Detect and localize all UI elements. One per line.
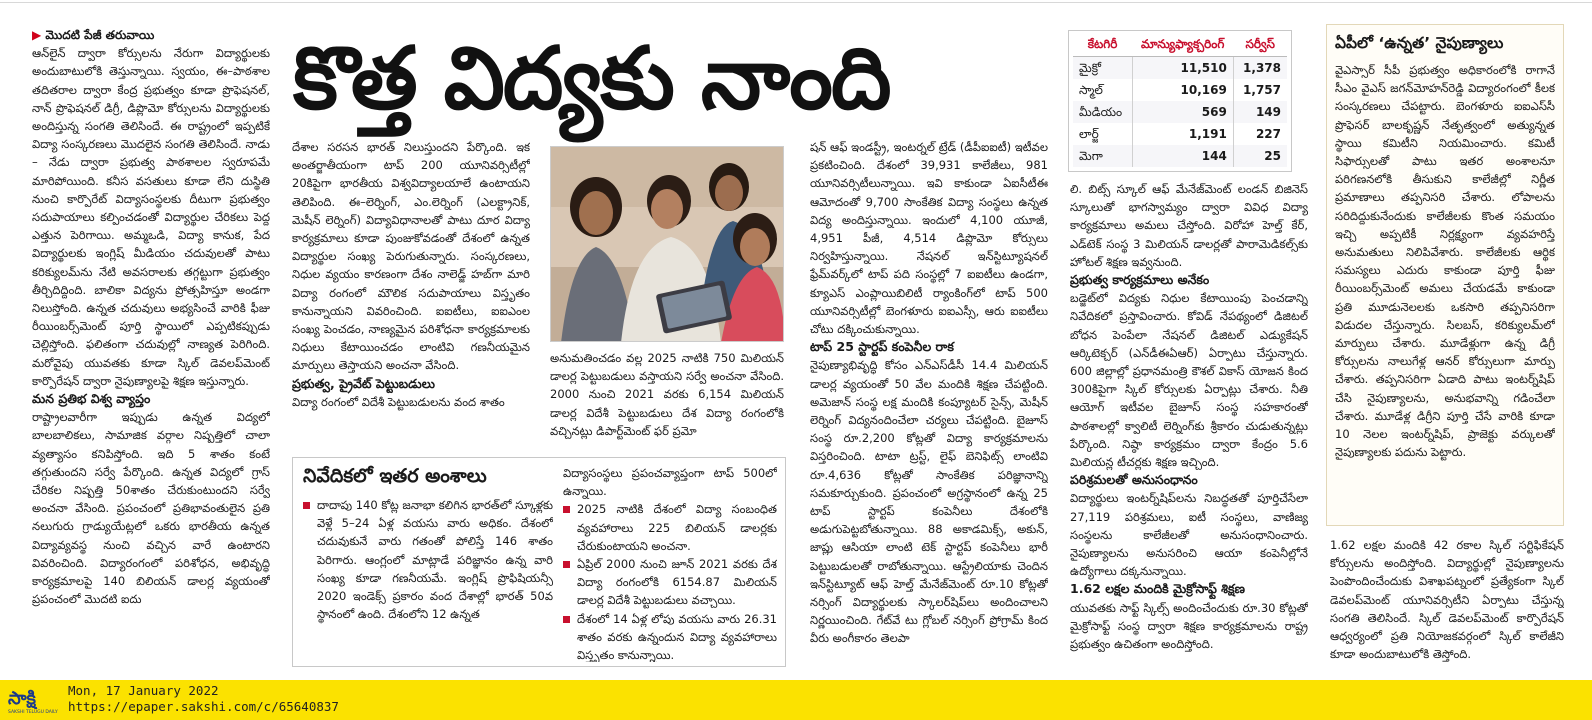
- ap-skills-text: [1335, 61, 1555, 519]
- value-cell: 1,757: [1243, 83, 1281, 97]
- footer-bar: [0, 680, 1592, 720]
- paragraph: బడ్జెట్‌లో విద్యకు నిధుల కేటాయింపు పెంచడాన్ని నివేదికలో ప్రస్తావించారు. కోవిడ్‌ నేపథ్యంలో డిజిటల్‌ బోధన పెంపేలా నేషనల్‌ డిజిటల్‌ ఎడ్యుకేషన్‌ ఆర్కిటెక్చర్‌ (ఎన్‌డీఈఏఆర్‌) ఏర్పాటు చేస్తున్నారు. 600 జిల్లాల్లో ప్రధానమంత్రి కౌశల్‌ వికాస్‌ యోజన కింద 300కిపైగా స్కిల్‌ కోర్సులకు ఏర్పాట్లు చేశారు. నీతి ఆయోగ్‌ ఇటీవల బైజూస్‌ సంస్థ సహకారంతో పాఠశాలల్లో క్వాలిటీ లెర్నింగ్‌కు శ్రీకారం చుడుతున్నట్లు పేర్కొంది. నిష్ఠా కార్యక్రమం ద్వారా కేంద్రం 5.6 మిలియన్ల టీచర్లకు శిక్షణ ఇచ్చింది.: [1070, 291, 1308, 470]
- category-cell: స్మాల్: [1073, 79, 1132, 101]
- subheading: ప్రభుత్వ కార్యక్రమాలు అనేకం: [1070, 272, 1210, 288]
- paragraph: ఆన్‌లైన్‌ ద్వారా కోర్సులను నేరుగా విద్యార్థులకు అందుబాటులోకి తెస్తున్నాయి. స్వయం, ఈ–పాఠశాల తదితరాల ద్వారా కేంద్ర ప్రభుత్వం కూడా ప్రొఫెషనల్, నాన్‌ ప్రొఫెషనల్‌ డిగ్రీ, డిప్లొమో కోర్సులను విద్యార్థులకు అందిస్తున్న సంగతి తెలిసిందే. ఈ రాష్ట్రంలో ఇప్పటికే విద్యా సంస్కరణలు మొదలైన సంగతి తెలిసిందే. నాడు – నేడు ద్వారా ప్రభుత్వ పాఠశాలల స్వరూపమే మారిపోయింది. కనీస వసతులు కూడా లేని దుస్థితి నుంచి కార్పొరేట్‌ విద్యాసంస్థలకు దీటుగా ప్రభుత్వం సదుపాయాలు కల్పించడంతో విద్యార్థుల చేరికలు పెద్ద ఎత్తున పెరిగాయి. అమ్మఒడి, విద్యా కానుక, పేద విద్యార్థులకు ఇంగ్లిష్‌ మీడియం చదువులతో పాటు కరిక్యులమ్‌ను నేటి అవసరాలకు తగ్గట్టుగా ప్రభుత్వం తీర్చిదిద్దింది. బాలికా విద్యను ప్రోత్సహిస్తూ అండగా నిలుస్తోంది. ఉన్నత చదువులు అభ్యసించే వారికి ఫీజు రీయింబర్స్‌మెంట్‌ పూర్తి స్థాయిలో ఎప్పటికప్పుడు చెల్లిస్తోంది. ఫలితంగా చదువుల్లో నాణ్యత పెరిగింది. మరోవైపు యువతకు కూడా స్కిల్‌ డెవలప్‌మెంట్‌ కార్పొరేషన్‌ ద్వారా నైపుణ్యాలపై శిక్షణ ఇస్తున్నారు.: [32, 46, 270, 388]
- continued-kicker: [32, 26, 270, 44]
- table-row: [1073, 145, 1287, 167]
- article-column-5: [1070, 180, 1308, 672]
- subheading: పరిశ్రమలతో అనుసంధానం: [1070, 472, 1198, 488]
- value-cell: 227: [1255, 127, 1281, 141]
- stats-header-manufacturing: మాన్యుఫ్యాక్చరింగ్: [1132, 35, 1233, 57]
- report-highlights-box: [292, 457, 786, 667]
- table-row: [1073, 101, 1287, 123]
- students-photo: [550, 146, 784, 342]
- report-box-title: నివేదికలో ఇతర అంశాలు: [303, 465, 487, 487]
- report-bullet: 2025 నాటికి దేశంలో విద్యా సంబంధిత వ్యవహారాలు 225 బిలియన్‌ డాలర్లకు చేరుకుంటాయని అంచనా.: [563, 500, 777, 555]
- paragraph: అనుమతించడం వల్ల 2025 నాటికి 750 మిలియన్‌ డాలర్ల పెట్టుబడులు వస్తాయని సర్వే అంచనా వేసింది. 2000 నుంచి 2021 వరకు 6,154 మిలియన్‌ డాలర్ల విదేశీ పెట్టుబడులు దేశ విద్యా రంగంలోకి వచ్చినట్లు డిపార్ట్‌మెంట్‌ ఫర్‌ ప్రమో: [550, 351, 784, 438]
- stats-header-service: సర్వీస్: [1233, 35, 1287, 57]
- value-cell: 11,510: [1132, 57, 1233, 80]
- report-box-left: [303, 464, 553, 662]
- table-row: [1073, 57, 1287, 80]
- article-column-6-bottom: [1330, 536, 1564, 672]
- report-bullet: దాదాపు 140 కోట్ల జనాభా కలిగిన భారత్‌లో స్కూళ్లకు వెళ్లే 5–24 ఏళ్ల వయసు వారు అధికం. దేశంలో చదువుకునే వారు గతంతో పోలిస్తే 146 శాతం పెరిగారు. ఆంగ్లంలో మాట్లాడే పరిజ్ఞానం ఉన్న వారి సంఖ్య కూడా గణనీయమే. ఇంగ్లిష్‌ ప్రొఫిషియన్సీ 2020 ఇండెక్స్‌ ప్రకారం వంద దేశాల్లో భారత్‌ 50వ స్థానంలో ఉంది. దేశంలోని 12 ఉన్నత: [303, 496, 553, 623]
- paragraph: వైఎస్సార్‌ సీపీ ప్రభుత్వం అధికారంలోకి రాగానే సీఎం వైఎస్‌ జగన్‌మోహన్‌రెడ్డి విద్యారంగంలో కీలక సంస్కరణలు చేపట్టారు. బెంగళూరు ఐఐఎస్‌సీ ప్రొఫెసర్‌ బాలకృష్ణన్‌ నేతృత్వంలో అత్యున్నత స్థాయి కమిటీని నియమించారు. కమిటీ సిఫార్సులతో పాటు ఇతర అంశాలనూ పరిగణనలోకి తీసుకుని కాలేజీల్లో నిర్ణీత ప్రమాణాలు తప్పనిసరి చేశారు. లోపాలను సరిదిద్దుకునేందుకు కాలేజీలకు కొంత సమయం ఇచ్చి అప్పటికీ నిర్లక్ష్యంగా వ్యవహరిస్తే అనుమతులు నిలిపివేశారు. కాలేజీలకు ఆర్థిక సమస్యలు ఎదురు కాకుండా పూర్తి ఫీజు రీయింబర్స్‌మెంట్‌ అమలు చేయడమే కాకుండా ప్రతి మూడునెలలకు ఒకసారి తప్పనిసరిగా విడుదల చేస్తున్నారు. సిలబస్, కరిక్యులమ్‌లో మార్పులు చేశారు. మూడేళ్లుగా ఉన్న డిగ్రీ కోర్సులను నాలుగేళ్ల ఆనర్‌ కోర్సులుగా మార్పు చేశారు. తప్పనిసరిగా ఏడాది పాటు ఇంటర్న్‌షిప్‌ చేసి నైపుణ్యాలను, అనుభవాన్ని గడించేలా చేశారు. మూడేళ్ల డిగ్రీని పూర్తి చేసే వారికి కూడా 10 నెలల ఇంటర్న్‌షిప్, ప్రాజెక్టు వర్కులతో నైపుణ్యాలకు పదును పెట్టారు.: [1335, 63, 1555, 460]
- paragraph: షన్‌ ఆఫ్‌ ఇండస్ట్రీ, ఇంటర్నల్‌ ట్రేడ్‌ (డీపీఐఐటీ) ఇటీవల ప్రకటించింది. దేశంలో 39,931 కాలేజీలు, 981 యూనివర్సిటీలున్నాయి. ఇవి కాకుండా ఏఐసీటీఈ ఆమోదంతో 9,700 సాంకేతిక విద్యా సంస్థలు ఉన్నత విద్య అందిస్తున్నాయి. ఇందులో 4,100 యూజీ, 4,951 పీజీ, 4,514 డిప్లొమో కోర్సులు నిర్వహిస్తున్నాయి. నేషనల్‌ ఇన్‌స్టిట్యూషనల్‌ ఫ్రేమ్‌వర్క్‌లో టాప్‌ పది సంస్థల్లో 7 ఐఐటీలు ఉండగా, క్యూఎస్‌ ఎంప్లాయిబిలిటీ ర్యాంకింగ్‌లో టాప్‌ 500 యూనివర్సిటీల్లో బెంగళూరు ఐఐఎస్సీ, ఆరు ఐఐటీలు చోటు దక్కించుకున్నాయి.: [810, 140, 1048, 337]
- value-cell: 149: [1233, 101, 1287, 123]
- report-bullets-left: [303, 496, 553, 623]
- top-rule: [0, 2, 1592, 3]
- report-bullet: దేశంలో 14 ఏళ్ల లోపు వయసు వారు 26.31 శాతం వరకు ఉన్నందున విద్యా వ్యవహారాలు విస్తృతం కానున్నాయి.: [563, 610, 777, 662]
- paragraph: 1.62 లక్షల మందికి 42 రకాల స్కిల్‌ సర్టిఫికేషన్‌ కోర్సులను అందిస్తోంది. విద్యార్థుల్లో నైపుణ్యాలను పెంపొందించేందుకు విశాఖపట్నంలో ప్రత్యేకంగా స్కిల్‌ డెవలప్‌మెంట్‌ యూనివర్సిటీని ఏర్పాటు చేస్తున్న సంగతి తెలిసిందే. స్కిల్‌ డెవలప్‌మెంట్‌ కార్పొరేషన్‌ ఆధ్వర్యంలో ప్రతి నియోజకవర్గంలో స్కిల్‌ కాలేజీని కూడా అందుబాటులోకి తెస్తోంది.: [1330, 538, 1564, 662]
- epaper-link[interactable]: https://epaper.sakshi.com/c/65640837: [68, 699, 339, 714]
- paragraph: లి. బిట్స్‌ స్కూల్‌ ఆఫ్‌ మేనేజ్‌మెంట్‌ లండన్‌ బిజినెస్‌ స్కూలుతో భాగస్వామ్యం ద్వారా వివిధ విద్యా కార్యక్రమాలు అమలు చేస్తోంది. విరోహా హెల్త్‌ కేర్‌, ఎడ్‌టెక్‌ సంస్థ 3 మిలియన్‌ డాలర్లతో పారామెడికల్స్‌కు హోటల్‌ శిక్షణ ఇవ్వనుంది.: [1070, 182, 1308, 269]
- subheading: ప్రభుత్వ, ప్రైవేట్‌ పెట్టుబడులు: [292, 375, 435, 391]
- table-row: [1073, 123, 1287, 145]
- article-column-2: [292, 138, 530, 440]
- subheading: టాప్‌ 25 స్టార్టప్‌ కంపెనీల రాక: [810, 339, 954, 355]
- msme-stats-table: [1073, 35, 1287, 167]
- category-cell: మీడియం: [1073, 101, 1132, 123]
- stats-header-row: [1073, 35, 1287, 57]
- report-bullets-right: [563, 500, 777, 662]
- paragraph: రాష్ట్రాలవారీగా ఇప్పుడు ఉన్నత విద్యలో బాలబాలికలు, సామాజిక వర్గాల నిష్పత్తిలో చాలా వ్యత్యాసం కనిపిస్తోంది. ఇది 5 శాతం కంటే తగ్గుతుందని సర్వే పేర్కొంది. ఉన్నత విద్యలో గ్రాస్‌ చేరికల నిష్పత్తి 50శాతం చేరుకుంటుందని సర్వే అంచనా వేసింది. ప్రపంచంలో ప్రతిభావంతులైన ప్రతి నలుగురు గ్రాడ్యుయేట్లలో ఒకరు భారతీయ ఉన్నత విద్యావ్యవస్థ నుంచి వచ్చిన వారే ఉంటారని వివరించింది. విద్యారంగంలో పరిశోధన, అభివృద్ధి కార్యక్రమాలపై 140 బిలియన్‌ డాలర్ల వ్యయంతో ప్రపంచంలో మొదటి ఐదు: [32, 410, 270, 607]
- report-bullet: ఏప్రిల్‌ 2000 నుంచి జూన్‌ 2021 వరకు దేశ విద్యా రంగంలోకి 6154.87 మిలియన్‌ డాలర్ల విదేశీ పెట్టుబడులు వచ్చాయి.: [563, 555, 777, 610]
- category-cell: మైక్రో: [1073, 57, 1132, 80]
- paragraph: యువతకు సాఫ్ట్‌ స్కిల్స్‌ అందించేందుకు రూ.30 కోట్లతో మైక్రోసాఫ్ట్‌ సంస్థ ద్వారా శిక్షణ కార్యక్రమాలను రాష్ట్ర ప్రభుత్వం ఉచితంగా అందిస్తోంది.: [1070, 600, 1308, 652]
- paragraph: దేశాల సరసన భారత్‌ నిలుస్తుందని పేర్కొంది. ఇక అంతర్జాతీయంగా టాప్‌ 200 యూనివర్సిటీల్లో 20కిపైగా భారతీయ విశ్వవిద్యాలయాలే ఉంటాయని తెలిపింది. ఈ–లెర్నింగ్, ఎం.లెర్నింగ్‌ (ఎలక్ట్రానిక్, మెషీన్‌ లెర్నింగ్‌) విద్యావిధానాలతో పాటు దూర విద్యా కార్యక్రమాలు కూడా పుంజుకోవడంతో దేశంలో ఉన్నత విద్యార్థుల సంఖ్య పెరుగుతున్నారు. సంస్కరణలు, నిధుల వ్యయం కారణంగా దేశం నాలెడ్జ్‌ హబ్‌గా మారి విద్యా రంగంలో మౌలిక సదుపాయాలు విస్తృతం కానున్నాయని వివరించింది. ఐఐటీలు, ఐఐఎంల సంఖ్య పెంచడం, నాణ్యమైన పరిశోధనా కార్యక్రమాలకు నిధులు కేటాయించడం లాంటివి గణనీయమైన మార్పులు తెస్తాయని అంచనా వేసింది.: [292, 140, 530, 373]
- report-box-right: [563, 464, 777, 662]
- triangle-icon: ▶: [32, 28, 42, 42]
- subheading: 1.62 లక్షల మందికి మైక్రోసాఫ్ట్‌ శిక్షణ: [1070, 581, 1245, 597]
- subheading: మన ప్రతిభ విశ్వ వ్యాప్తం: [32, 391, 151, 407]
- value-cell: 144: [1132, 145, 1233, 167]
- article-column-4: [810, 138, 1048, 672]
- edition-date: Mon, 17 January 2022: [68, 683, 219, 698]
- table-row: [1073, 79, 1287, 101]
- category-cell: లార్జ్: [1073, 123, 1132, 145]
- value-cell: 1,378: [1233, 57, 1287, 80]
- kicker-text: మొదటి పేజీ తరువాయి: [45, 28, 155, 42]
- page-headline: కొత్త విద్యకు నాంది: [293, 29, 890, 129]
- value-cell: 569: [1132, 101, 1233, 123]
- stats-header-category: కేటగిరీ: [1073, 35, 1132, 57]
- value-cell: 25: [1233, 145, 1287, 167]
- value-cell: 1,191: [1132, 123, 1233, 145]
- paragraph: నైపుణ్యాభివృద్ధి కోసం ఎన్‌ఎస్‌డీసీ 14.4 మిలియన్‌ డాలర్ల వ్యయంతో 50 వేల మందికి శిక్షణ చేపట్టింది. అమెజాన్‌ సంస్థ లక్ష మందికి కంప్యూటర్‌ సైన్స్, మెషీన్‌ లెర్నింగ్‌ విద్యనందించేలా చర్యలు చేపట్టింది. బైజూస్‌ సంస్థ రూ.2,200 కోట్లతో విద్యా కార్యక్రమాలను విస్తరించింది. టాటా ట్రస్ట్‌, లైఫ్‌ బెనిఫిట్స్‌ లాంటివి రూ.4,636 కోట్లతో సాంకేతిక పరిజ్ఞానాన్ని సమకూర్చుకుంది. ప్రపంచంలో అగ్రస్థానంలో ఉన్న 25 టాప్‌ స్టార్టప్‌ కంపెనీలు దేశంలోకి అడుగుపెట్టబోతున్నాయి. 88 అకాడమిక్స్, అకున్, జాప్లు ఆసియా లాంటి టెక్‌ స్టార్టప్‌ కంపెనీలు భారీ పెట్టుబడులతో రాబోతున్నాయి. ఆస్ట్రేలియాకు చెందిన ఇన్‌స్టిట్యూట్‌ ఆఫ్‌ హెల్త్‌ మేనేజ్‌మెంట్‌ రూ.10 కోట్లతో నర్సింగ్‌ విద్యార్థులకు స్కాలర్‌షిప్‌లు అందించాలని నిర్ణయించింది. గేట్‌వే టు గ్లోబల్‌ నర్సింగ్‌ ప్రోగ్రామ్‌ కింద వీరు అంగీకారం తెలపా: [810, 358, 1048, 646]
- article-column-3: [550, 349, 784, 441]
- ap-skills-box: [1326, 24, 1564, 526]
- logo-subtitle: SAKSHI TELUGU DAILY: [8, 710, 58, 715]
- paragraph: విద్యార్థులు ఇంటర్న్‌షిప్‌లను నిబద్ధతతో పూర్తిచేసేలా 27,119 పరిశ్రమలు, ఐటీ సంస్థలు, వాణిజ్య సంస్థలను కాలేజీలతో అనుసంధానించారు. నైపుణ్యాలను అనుసరించి ఆయా కంపెనీల్లోనే ఉద్యోగాలు దక్కనున్నాయి.: [1070, 491, 1308, 579]
- students-with-tablet-image: [551, 147, 784, 342]
- value-cell: 10,169: [1132, 79, 1233, 101]
- article-column-1: [32, 26, 270, 672]
- msme-stats-box: [1068, 30, 1292, 172]
- ap-skills-title: ఏపీలో ‘ఉన్నత’ నైపుణ్యాలు: [1335, 34, 1504, 52]
- category-cell: మెగా: [1073, 145, 1132, 167]
- report-continuation: విద్యాసంస్థలు ప్రపంచవ్యాప్తంగా టాప్‌ 500లో ఉన్నాయి.: [563, 466, 777, 499]
- footer-meta: [68, 683, 339, 715]
- logo-wordmark: సాక్షి: [8, 688, 36, 709]
- sakshi-logo: [6, 684, 64, 716]
- paragraph: విద్యా రంగంలో విదేశీ పెట్టుబడులను వంద శాతం: [292, 394, 505, 409]
